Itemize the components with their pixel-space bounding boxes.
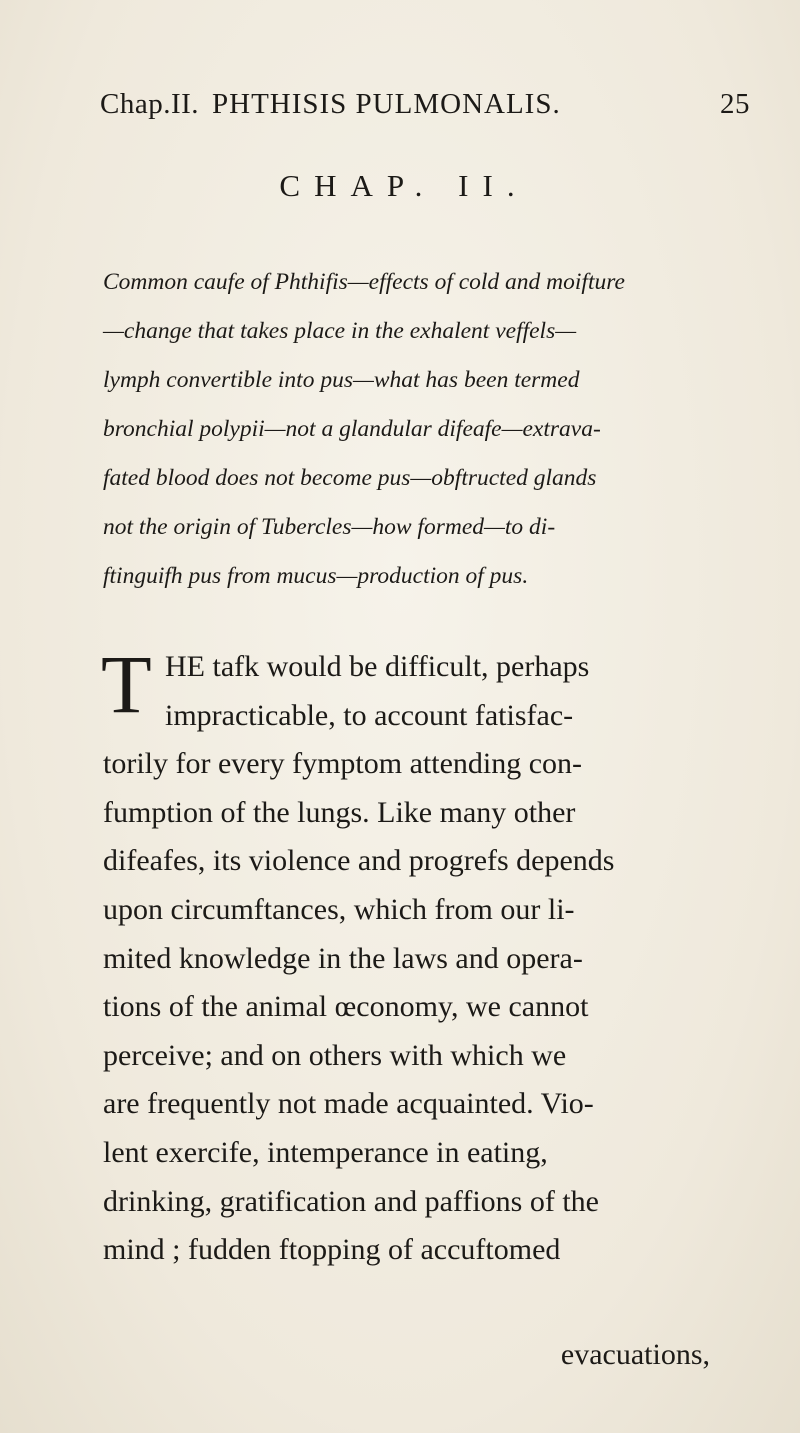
drop-cap: T bbox=[101, 638, 152, 730]
body-line: drinking, gratification and paffions of the bbox=[103, 1184, 599, 1218]
page-number: 25 bbox=[720, 88, 750, 120]
body-line: impracticable, to account fatisfac- bbox=[165, 698, 574, 732]
synopsis-line: fated blood does not become pus—obftructed glands bbox=[103, 465, 597, 491]
synopsis-line: bronchial polypii—not a glandular difeafe—extrava- bbox=[103, 416, 601, 442]
catchword: evacuations, bbox=[560, 1338, 710, 1371]
synopsis-line: —change that takes place in the exhalent veffels— bbox=[103, 318, 577, 344]
running-head-title: PHTHISIS PULMONALIS. bbox=[212, 88, 561, 120]
body-line: difeafes, its violence and progrefs depends bbox=[103, 844, 615, 878]
synopsis-line: ftinguifh pus from mucus—production of pus. bbox=[103, 563, 529, 589]
body-text bbox=[101, 638, 763, 1275]
synopsis-line: lymph convertible into pus—what has been termed bbox=[103, 367, 580, 393]
body-line: upon circumftances, which from our li- bbox=[103, 892, 575, 926]
body-line: mited knowledge in the laws and opera- bbox=[103, 941, 583, 975]
body-line: torily for every fymptom attending con- bbox=[103, 747, 583, 781]
body-line: mind ; fudden ftopping of accuftomed bbox=[103, 1233, 561, 1267]
synopsis-line: Common caufe of Phthifis—effects of cold and moifture bbox=[103, 269, 625, 295]
synopsis-line: not the origin of Tubercles—how formed—to di- bbox=[103, 514, 556, 540]
body-line: perceive; and on others with which we bbox=[103, 1038, 567, 1072]
body-line: are frequently not made acquainted. Vio- bbox=[103, 1087, 594, 1121]
running-head-chapter: Chap.II. bbox=[100, 88, 200, 120]
running-head bbox=[100, 88, 750, 128]
body-line: fumption of the lungs. Like many other bbox=[103, 795, 576, 829]
chapter-heading: CHAP. II. bbox=[279, 168, 529, 203]
body-line: tions of the animal œconomy, we cannot bbox=[103, 990, 589, 1024]
body-line: HE tafk would be difficult, perhaps bbox=[165, 650, 590, 683]
body-line: lent exercife, intemperance in eating, bbox=[103, 1135, 548, 1169]
chapter-synopsis bbox=[103, 258, 763, 601]
